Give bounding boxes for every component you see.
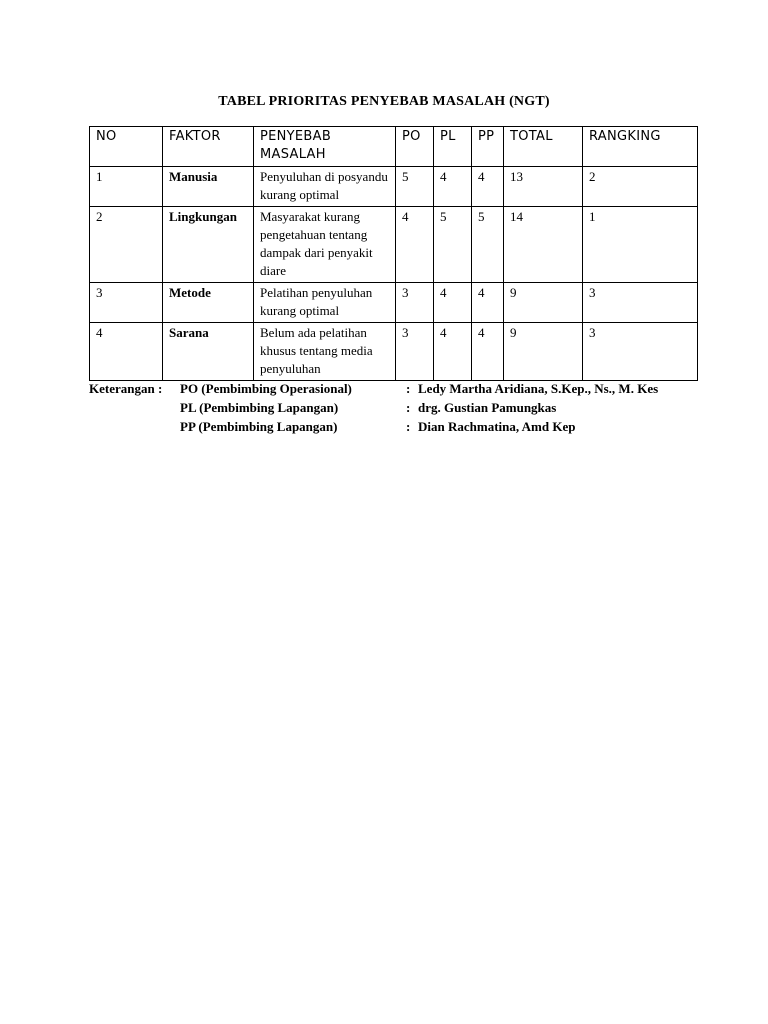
legend-row-pl xyxy=(89,398,729,417)
cell-pp: 4 xyxy=(472,283,504,323)
cell-pp: 4 xyxy=(472,323,504,381)
cell-pl: 5 xyxy=(434,207,472,283)
cell-pl: 4 xyxy=(434,323,472,381)
cell-rangking: 1 xyxy=(583,207,698,283)
legend-person-name: drg. Gustian Pamungkas xyxy=(418,400,557,415)
cell-pp: 5 xyxy=(472,207,504,283)
cell-no: 3 xyxy=(90,283,163,323)
cell-po: 5 xyxy=(396,167,434,207)
cell-no: 2 xyxy=(90,207,163,283)
header-rangking: RANGKING xyxy=(583,127,698,167)
legend-term: PO (Pembimbing Operasional) xyxy=(180,381,352,396)
cell-po: 3 xyxy=(396,323,434,381)
legend-keterangan xyxy=(89,379,729,436)
legend-row-po xyxy=(89,379,729,398)
cell-rangking: 2 xyxy=(583,167,698,207)
header-penyebab: PENYEBAB MASALAH xyxy=(254,127,396,167)
cell-faktor: Manusia xyxy=(163,167,254,207)
cell-pp: 4 xyxy=(472,167,504,207)
legend-person-name: Ledy Martha Aridiana, S.Kep., Ns., M. Kes xyxy=(418,381,659,396)
table-row xyxy=(90,323,698,381)
page-title: TABEL PRIORITAS PENYEBAB MASALAH (NGT) xyxy=(218,94,550,109)
table-row xyxy=(90,283,698,323)
cell-total: 9 xyxy=(504,283,583,323)
cell-po: 3 xyxy=(396,283,434,323)
cell-penyebab: Pelatihan penyuluhan kurang optimal xyxy=(254,283,396,323)
cell-faktor: Metode xyxy=(163,283,254,323)
cell-total: 14 xyxy=(504,207,583,283)
header-pl: PL xyxy=(434,127,472,167)
header-pp: PP xyxy=(472,127,504,167)
cell-po: 4 xyxy=(396,207,434,283)
legend-colon: : xyxy=(406,419,411,434)
legend-label: Keterangan : xyxy=(89,381,163,396)
legend-person-name: Dian Rachmatina, Amd Kep xyxy=(418,419,576,434)
cell-pl: 4 xyxy=(434,167,472,207)
header-no: NO xyxy=(90,127,163,167)
cell-penyebab: Masyarakat kurang pengetahuan tentang dampak dari penyakit diare xyxy=(254,207,396,283)
cell-faktor: Sarana xyxy=(163,323,254,381)
header-po: PO xyxy=(396,127,434,167)
cell-no: 4 xyxy=(90,323,163,381)
cell-rangking: 3 xyxy=(583,283,698,323)
cell-rangking: 3 xyxy=(583,323,698,381)
legend-term: PL (Pembimbing Lapangan) xyxy=(180,400,339,415)
legend-colon: : xyxy=(406,400,411,415)
cell-pl: 4 xyxy=(434,283,472,323)
cell-penyebab: Belum ada pelatihan khusus tentang media penyuluhan xyxy=(254,323,396,381)
cell-faktor: Lingkungan xyxy=(163,207,254,283)
cell-penyebab: Penyuluhan di posyandu kurang optimal xyxy=(254,167,396,207)
cell-total: 9 xyxy=(504,323,583,381)
table-row xyxy=(90,167,698,207)
legend-row-pp xyxy=(89,417,729,436)
cell-total: 13 xyxy=(504,167,583,207)
table-row xyxy=(90,207,698,283)
header-faktor: FAKTOR xyxy=(163,127,254,167)
cell-no: 1 xyxy=(90,167,163,207)
legend-colon: : xyxy=(406,381,411,396)
legend-term: PP (Pembimbing Lapangan) xyxy=(180,419,338,434)
priority-table xyxy=(89,126,698,381)
header-total: TOTAL xyxy=(504,127,583,167)
table-header-row xyxy=(90,127,698,167)
